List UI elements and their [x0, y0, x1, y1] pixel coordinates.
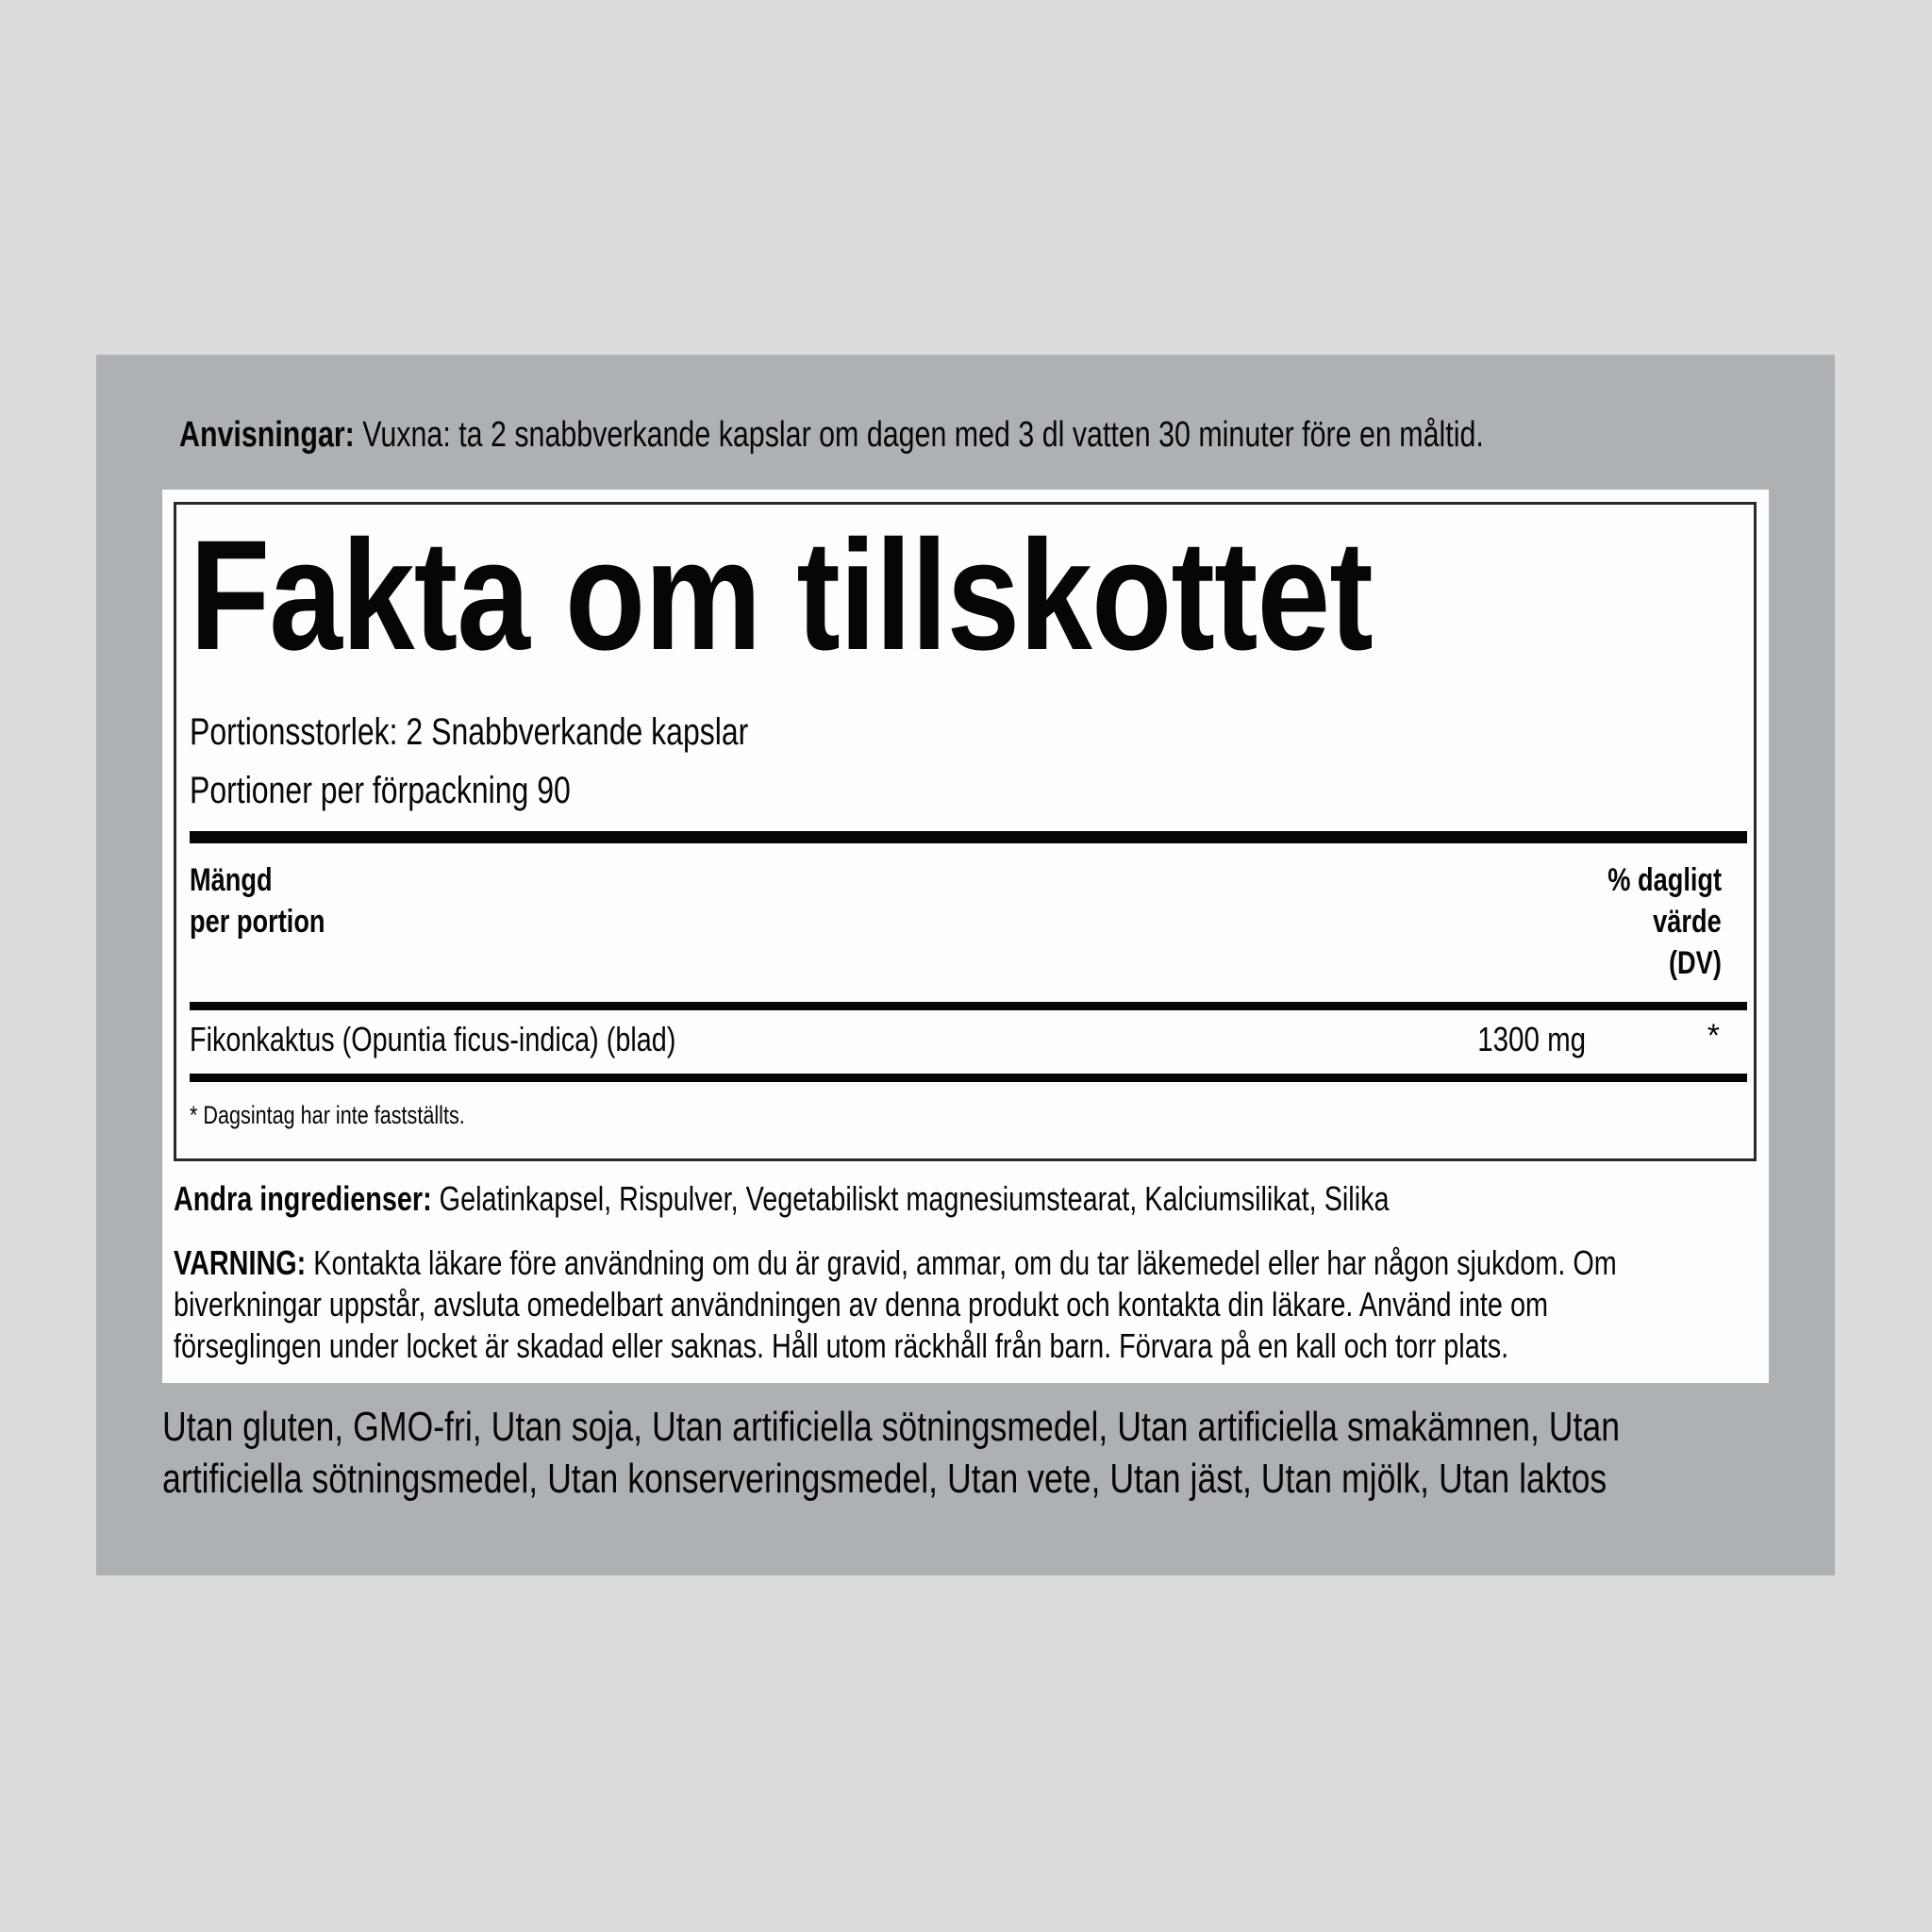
facts-title: Fakta om tillskottet — [190, 508, 1373, 683]
warning-line-1 — [174, 1243, 1617, 1283]
dv-header-line1: % dagligt — [1607, 862, 1722, 898]
medium-divider — [190, 1002, 1747, 1010]
serving-size: Portionsstorlek: 2 Snabbverkande kapslar — [190, 711, 749, 753]
servings-per-container: Portioner per förpackning 90 — [190, 770, 571, 811]
free-from-line-1: Utan gluten, GMO-fri, Utan soja, Utan artificiella sötningsmedel, Utan artificiella smakämnen, Utan — [162, 1404, 1621, 1450]
directions-text: Vuxna: ta 2 snabbverkande kapslar om dagen med 3 dl vatten 30 minuter före en måltid. — [354, 415, 1484, 455]
facts-footnote: * Dagsintag har inte fastställts. — [190, 1101, 465, 1129]
dv-header-line3: (DV) — [1669, 945, 1722, 981]
warning-label: VARNING: — [174, 1243, 307, 1282]
other-ingredients-text: Gelatinkapsel, Rispulver, Vegetabiliskt magnesiumstearat, Kalciumsilikat, Silika — [431, 1179, 1390, 1218]
ingredient-row-amount: 1300 mg — [1477, 1020, 1586, 1058]
ingredient-row-name: Fikonkaktus (Opuntia ficus-indica) (blad) — [190, 1020, 676, 1058]
medium-divider-bottom — [190, 1074, 1747, 1082]
warning-text-1: Kontakta läkare före användning om du är gravid, ammar, om du tar läkemedel eller har någon sjukdom. Om — [306, 1243, 1617, 1282]
supplement-facts-box — [174, 502, 1757, 1161]
other-ingredients — [174, 1179, 1390, 1219]
warning-line-2: biverkningar uppstår, avsluta omedelbart användningen av denna produkt och kontakta din läkare. Använd inte om — [174, 1285, 1548, 1324]
directions-line — [179, 415, 1484, 456]
dv-header-line2: värde — [1653, 904, 1722, 940]
warning-line-3: förseglingen under locket är skadad eller saknas. Håll utom räckhåll från barn. Förvara på en kall och torr plats. — [174, 1326, 1509, 1365]
ingredient-row-dv: * — [1707, 1018, 1720, 1054]
thick-divider — [190, 831, 1747, 843]
amount-header-line1: Mängd — [190, 862, 273, 898]
free-from-line-2: artificiella sötningsmedel, Utan konserveringsmedel, Utan vete, Utan jäst, Utan mjölk, Utan laktos — [162, 1456, 1607, 1502]
directions-label: Anvisningar: — [179, 415, 355, 455]
other-ingredients-label: Andra ingredienser: — [174, 1179, 432, 1218]
amount-header-line2: per portion — [190, 904, 325, 940]
